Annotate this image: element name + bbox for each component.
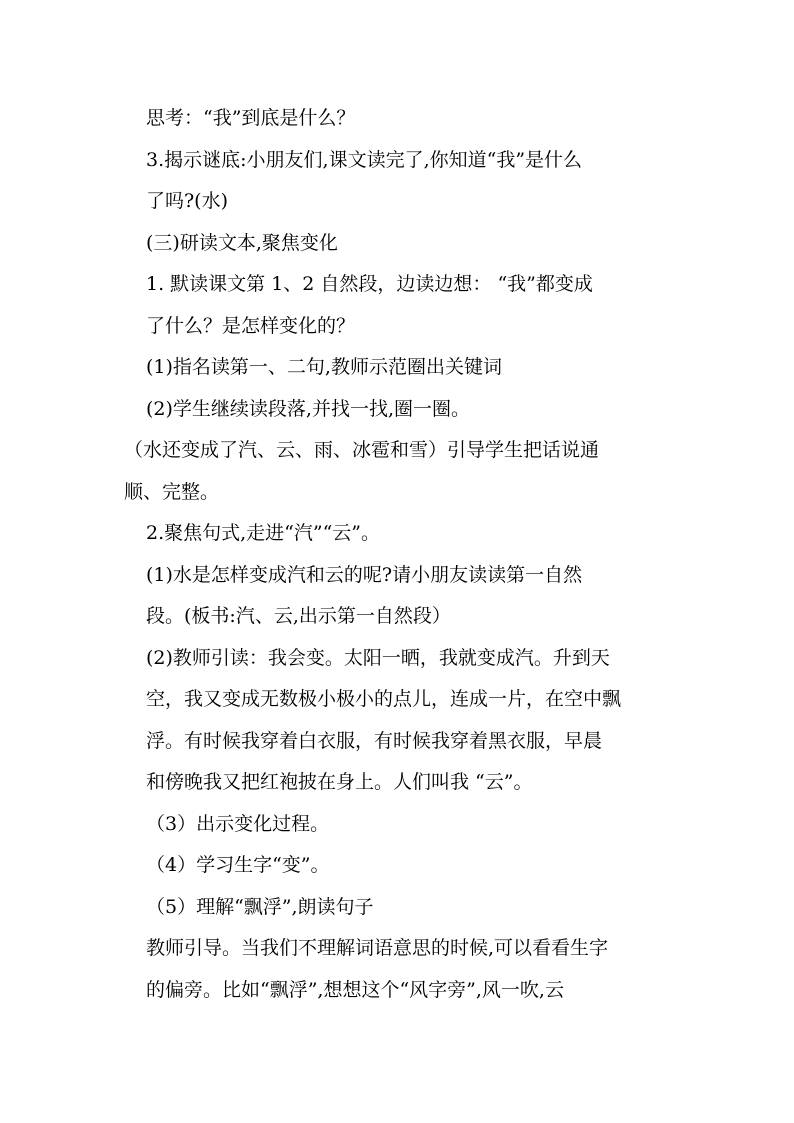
text-line: 的偏旁。比如“飘浮”,想想这个“风字旁”,风一吹,云 [146, 979, 564, 1001]
text-line: 了什么？是怎样变化的？ [146, 315, 356, 337]
text-line: 1. 默读课文第 1、2 自然段，边读边想： “我”都变成 [146, 273, 593, 295]
text-line: 顺、完整。 [124, 481, 220, 503]
text-line: 浮。有时候我穿着白衣服，有时候我穿着黑衣服，早晨 [146, 730, 603, 752]
text-line: (2)教师引读：我会变。太阳一晒，我就变成汽。升到天 [146, 647, 610, 669]
text-line: (2)学生继续读段落,并找一找,圈一圈。 [146, 398, 470, 420]
text-line: （3）出示变化过程。 [146, 813, 330, 835]
text-line: 2.聚焦句式,走进“汽”“云”。 [146, 522, 381, 544]
text-line: （5）理解“飘浮”,朗读句子 [146, 896, 374, 918]
text-line: 思考：“我”到底是什么？ [146, 107, 356, 129]
text-line: 段。(板书:汽、云,出示第一自然段） [146, 605, 451, 627]
text-line: 空，我又变成无数极小极小的点儿，连成一片，在空中飘 [146, 688, 622, 710]
text-line: 教师引导。当我们不理解词语意思的时候,可以看看生字 [146, 937, 609, 959]
text-line: 3.揭示谜底:小朋友们,课文读完了,你知道“我”是什么 [146, 149, 583, 171]
text-line: 了吗?(水) [146, 190, 229, 212]
text-line: （4）学习生字“变”。 [146, 854, 330, 876]
text-line: （水还变成了汽、云、雨、冰雹和雪）引导学生把话说通 [124, 439, 600, 461]
text-line: (1)指名读第一、二句,教师示范圈出关键词 [146, 356, 502, 378]
text-line: (三)研读文本,聚焦变化 [146, 232, 338, 254]
text-line: (1)水是怎样变成汽和云的呢?请小朋友读读第一自然 [146, 564, 583, 586]
text-line: 和傍晚我又把红袍披在身上。人们叫我 “云”。 [146, 771, 533, 793]
